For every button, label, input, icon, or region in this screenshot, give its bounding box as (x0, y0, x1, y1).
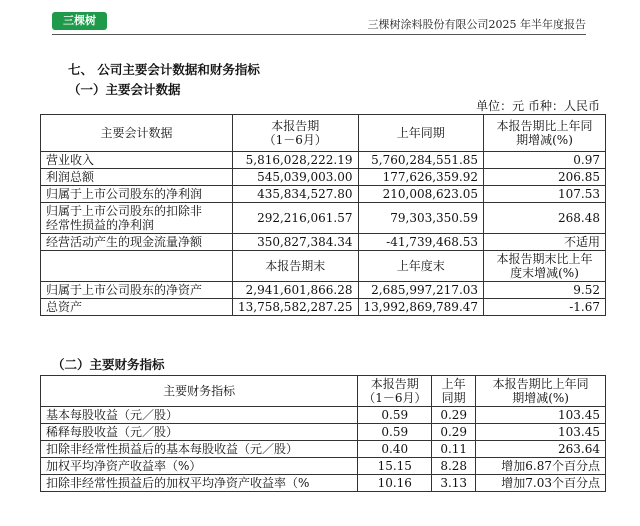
header-row (41, 251, 606, 282)
value-cell: 增加6.87个百分点 (476, 458, 606, 475)
value-cell: 79,303,350.59 (358, 203, 484, 234)
value-cell: 本报告期末 (233, 251, 359, 282)
currency-unit-note: 单位：元 币种：人民币 (476, 99, 600, 113)
value-cell: 本报告期比上年同 期增减(%) (476, 376, 606, 407)
subsection-heading-accounting: （一）主要会计数据 (68, 82, 181, 97)
value-cell: 0.59 (358, 424, 432, 441)
row-label-cell: 营业收入 (41, 152, 233, 169)
value-cell: 206.85 (484, 169, 606, 186)
page-header (0, 0, 640, 40)
header-row (41, 376, 606, 407)
subsection-heading-financial: （二）主要财务指标 (52, 357, 165, 372)
value-cell: 10.16 (358, 475, 432, 492)
table-row (41, 234, 606, 251)
value-cell: 上年同期 (358, 115, 484, 152)
value-cell: 增加7.03个百分点 (476, 475, 606, 492)
value-cell: 上年 同期 (432, 376, 476, 407)
company-logo: 三棵树 (52, 12, 107, 30)
value-cell: 103.45 (476, 424, 606, 441)
accounting-data-table (40, 114, 606, 316)
value-cell: 13,758,582,287.25 (233, 299, 359, 316)
row-label-cell: 总资产 (41, 299, 233, 316)
table-row (41, 475, 606, 492)
value-cell: 0.97 (484, 152, 606, 169)
value-cell: 5,760,284,551.85 (358, 152, 484, 169)
table-row (41, 407, 606, 424)
value-cell: 107.53 (484, 186, 606, 203)
value-cell: 0.11 (432, 441, 476, 458)
value-cell: 0.40 (358, 441, 432, 458)
value-cell: 292,216,061.57 (233, 203, 359, 234)
value-cell: 8.28 (432, 458, 476, 475)
row-label-cell: 归属于上市公司股东的净资产 (41, 282, 233, 299)
table-row (41, 203, 606, 234)
row-label-cell: 主要会计数据 (41, 115, 233, 152)
value-cell: 3.13 (432, 475, 476, 492)
row-label-cell: 扣除非经常性损益后的加权平均净资产收益率（% (41, 475, 358, 492)
row-label-cell: 主要财务指标 (41, 376, 358, 407)
row-label-cell: 基本每股收益（元／股） (41, 407, 358, 424)
table-row (41, 458, 606, 475)
value-cell: 本报告期 （1－6月） (358, 376, 432, 407)
value-cell: 0.29 (432, 424, 476, 441)
value-cell: 350,827,384.34 (233, 234, 359, 251)
value-cell: 本报告期末比上年 度末增减(%) (484, 251, 606, 282)
table-row (41, 186, 606, 203)
value-cell: -1.67 (484, 299, 606, 316)
value-cell: 15.15 (358, 458, 432, 475)
section-heading: 七、 公司主要会计数据和财务指标 (68, 62, 260, 77)
table-row (41, 299, 606, 316)
value-cell: 435,834,527.80 (233, 186, 359, 203)
value-cell: -41,739,468.53 (358, 234, 484, 251)
table-row (41, 282, 606, 299)
table-row (41, 152, 606, 169)
table-row (41, 169, 606, 186)
header-divider (52, 34, 586, 35)
table-row (41, 441, 606, 458)
value-cell: 545,039,003.00 (233, 169, 359, 186)
value-cell: 本报告期 （1－6月） (233, 115, 359, 152)
value-cell: 103.45 (476, 407, 606, 424)
row-label-cell: 经营活动产生的现金流量净额 (41, 234, 233, 251)
value-cell: 13,992,869,789.47 (358, 299, 484, 316)
value-cell: 177,626,359.92 (358, 169, 484, 186)
table-row (41, 424, 606, 441)
value-cell: 0.59 (358, 407, 432, 424)
value-cell: 263.64 (476, 441, 606, 458)
value-cell: 上年度末 (358, 251, 484, 282)
value-cell: 268.48 (484, 203, 606, 234)
value-cell: 本报告期比上年同 期增减(%) (484, 115, 606, 152)
value-cell: 210,008,623.05 (358, 186, 484, 203)
row-label-cell: 利润总额 (41, 169, 233, 186)
row-label-cell: 加权平均净资产收益率（%） (41, 458, 358, 475)
row-label-cell: 扣除非经常性损益后的基本每股收益（元／股） (41, 441, 358, 458)
row-label-cell: 稀释每股收益（元／股） (41, 424, 358, 441)
value-cell: 不适用 (484, 234, 606, 251)
value-cell: 9.52 (484, 282, 606, 299)
header-row (41, 115, 606, 152)
row-label-cell: 归属于上市公司股东的扣除非 经常性损益的净利润 (41, 203, 233, 234)
report-header-title: 三棵树涂料股份有限公司2025 年半年度报告 (367, 18, 586, 31)
row-label-cell: 归属于上市公司股东的净利润 (41, 186, 233, 203)
value-cell: 2,685,997,217.03 (358, 282, 484, 299)
value-cell: 2,941,601,866.28 (233, 282, 359, 299)
financial-indicators-table (40, 375, 606, 492)
row-label-cell (41, 251, 233, 282)
value-cell: 5,816,028,222.19 (233, 152, 359, 169)
value-cell: 0.29 (432, 407, 476, 424)
